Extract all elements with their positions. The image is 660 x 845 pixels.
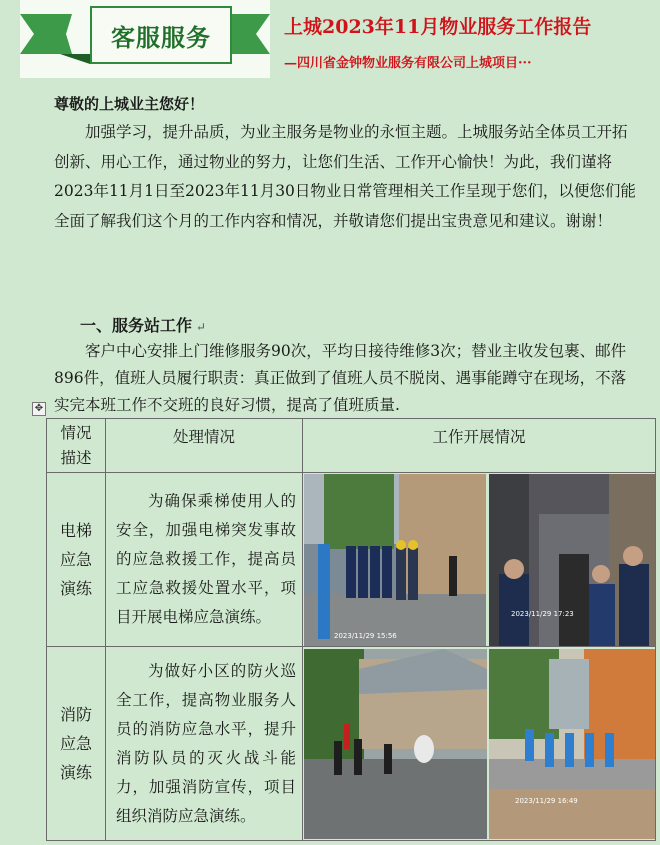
row-category bbox=[47, 473, 106, 647]
table-move-handle-icon[interactable]: ✥ bbox=[32, 402, 46, 416]
greeting: 尊敬的上城业主您好！ bbox=[54, 95, 205, 113]
row-photos bbox=[303, 473, 656, 647]
table-row bbox=[47, 473, 656, 647]
header-badge-area bbox=[20, 0, 270, 78]
photo-fire-drill-courtyard bbox=[304, 649, 487, 839]
badge-text: 客服服务 bbox=[111, 23, 211, 52]
photo-image bbox=[304, 474, 486, 646]
intro-paragraph: 加强学习，提升品质，为业主服务是物业的永恒主题。上城服务站全体员工开拓创新、用心工作，通过物业的努力，让您们生活、工作开心愉快！为此，我们谨将2023年11月1日至2023年11月30日物业日常管理相关工作呈现于您们，以便您们能全面了解我们这个月的工作内容和情况，并敬请您们提出宝贵意见和建议。谢谢！ bbox=[54, 123, 636, 230]
header-progress: 工作开展情况 bbox=[303, 419, 656, 473]
header-situation bbox=[47, 419, 106, 473]
row-description: 为做好小区的防火巡全工作，提高物业服务人员的消防应急水平，提升消防队员的灭火战斗能力，加强消防宣传，项目组织消防应急演练。 bbox=[106, 647, 303, 841]
photo-timestamp: 2023/11/29 17:23 bbox=[511, 610, 574, 618]
photo-elevator-drill-door bbox=[489, 474, 655, 646]
table-header-row bbox=[47, 419, 656, 473]
section-body: 客户中心安排上门维修服务90次，平均日接待维修3次；替业主收发包裹、邮件896件，值班人员履行职责：真正做到了值班人员不脱岗、遇事能蹲守在现场，不落实完本班工作不交班的良好习惯，提高了值班质量. bbox=[54, 342, 627, 414]
photo-timestamp: 2023/11/29 15:56 bbox=[334, 632, 397, 640]
row-category-text: 消防应急演练 bbox=[59, 705, 92, 782]
photo-image bbox=[304, 649, 487, 839]
header-situation-text: 情况描述 bbox=[60, 423, 92, 467]
table-row bbox=[47, 647, 656, 841]
row-photos bbox=[303, 647, 656, 841]
header-handling: 处理情况 bbox=[106, 419, 303, 473]
section-heading bbox=[80, 313, 206, 336]
photo-image bbox=[489, 474, 655, 646]
row-category-text: 电梯应急演练 bbox=[59, 521, 92, 598]
photo-timestamp: 2023/11/29 16:49 bbox=[515, 797, 578, 805]
photo-fire-drill-street bbox=[489, 649, 655, 839]
report-subtitle: —四川省金钟物业服务有限公司上城项目··· bbox=[284, 56, 532, 71]
row-category bbox=[47, 647, 106, 841]
paragraph-mark-icon: ↵ bbox=[192, 320, 206, 334]
section-heading-text: 一、服务站工作 bbox=[80, 316, 193, 335]
work-table bbox=[46, 418, 656, 841]
row-description: 为确保乘梯使用人的安全，加强电梯突发事故的应急救援工作，提高员工应急救援处置水平，项目开展电梯应急演练。 bbox=[106, 473, 303, 647]
report-title: 上城2023年11月物业服务工作报告 bbox=[284, 16, 592, 38]
service-badge bbox=[90, 6, 232, 64]
photo-image bbox=[489, 649, 655, 839]
photo-elevator-drill-lineup bbox=[304, 474, 486, 646]
